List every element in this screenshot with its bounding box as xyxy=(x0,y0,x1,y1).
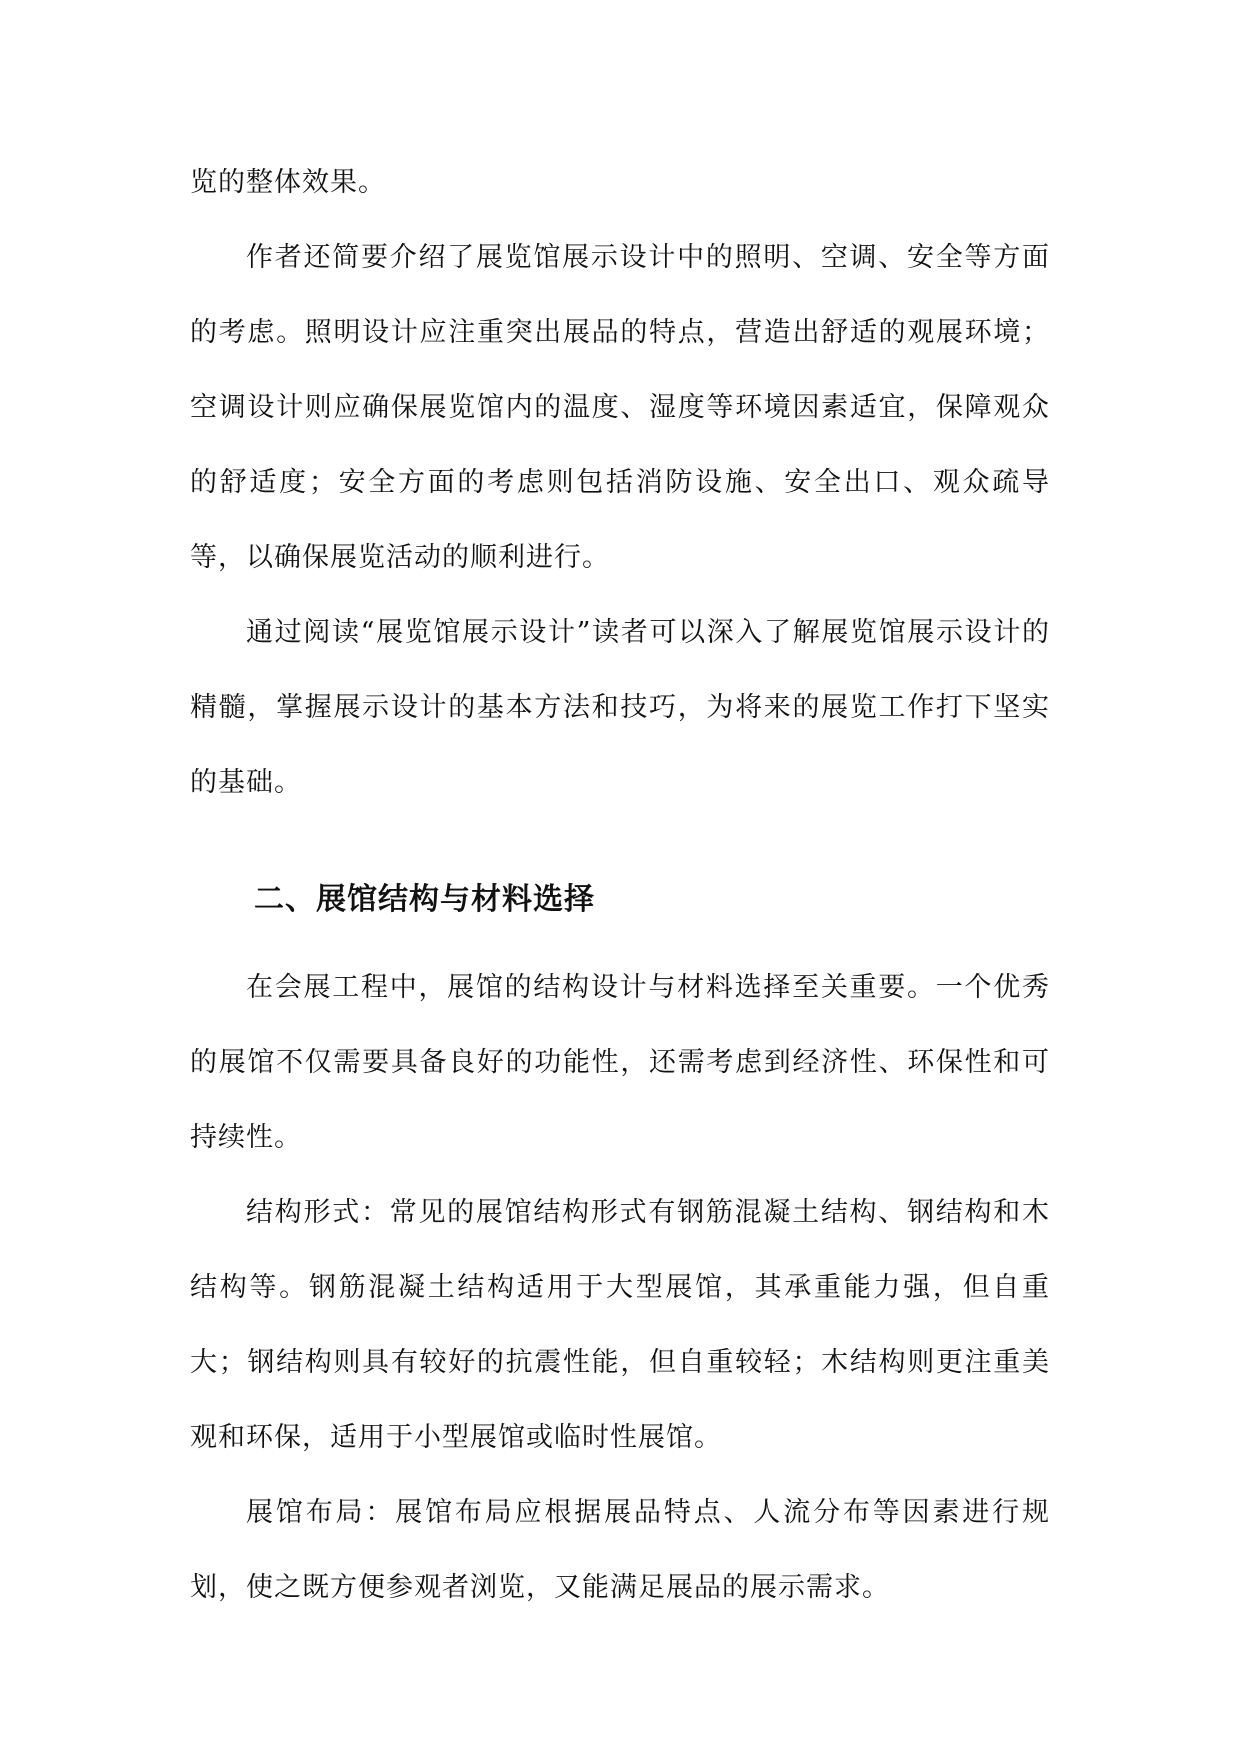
section-heading: 二、展馆结构与材料选择 xyxy=(254,882,595,917)
paragraph-hall-layout: 展馆布局：展馆布局应根据展品特点、人流分布等因素进行规划，使之既方便参观者浏览，又能满足展品的展示需求。 xyxy=(190,1497,1050,1603)
paragraph-structure-forms: 结构形式：常见的展馆结构形式有钢筋混凝土结构、钢结构和木结构等。钢筋混凝土结构适用于大型展馆，其承重能力强，但自重大；钢结构则具有较好的抗震性能，但自重较轻；木结构则更注重美观和环保，适用于小型展馆或临时性展馆。 xyxy=(190,1197,1050,1453)
document-body xyxy=(190,145,1050,1625)
paragraph-reading-summary: 通过阅读“展览馆展示设计”读者可以深入了解展览馆展示设计的精髓，掌握展示设计的基本方法和技巧，为将来的展览工作打下坚实的基础。 xyxy=(190,617,1050,798)
spacer xyxy=(190,920,1050,950)
paragraph-structure-intro: 在会展工程中，展馆的结构设计与材料选择至关重要。一个优秀的展馆不仅需要具备良好的功能性，还需考虑到经济性、环保性和可持续性。 xyxy=(190,972,1050,1153)
paragraph-design-considerations: 作者还简要介绍了展览馆展示设计中的照明、空调、安全等方面的考虑。照明设计应注重突出展品的特点，营造出舒适的观展环境；空调设计则应确保展览馆内的温度、湿度等环境因素适宜，保障观众的舒适度；安全方面的考虑则包括消防设施、安全出口、观众疏导等，以确保展览活动的顺利进行。 xyxy=(190,242,1050,573)
paragraph-continuation: 览的整体效果。 xyxy=(190,167,386,198)
spacer xyxy=(190,820,1050,880)
